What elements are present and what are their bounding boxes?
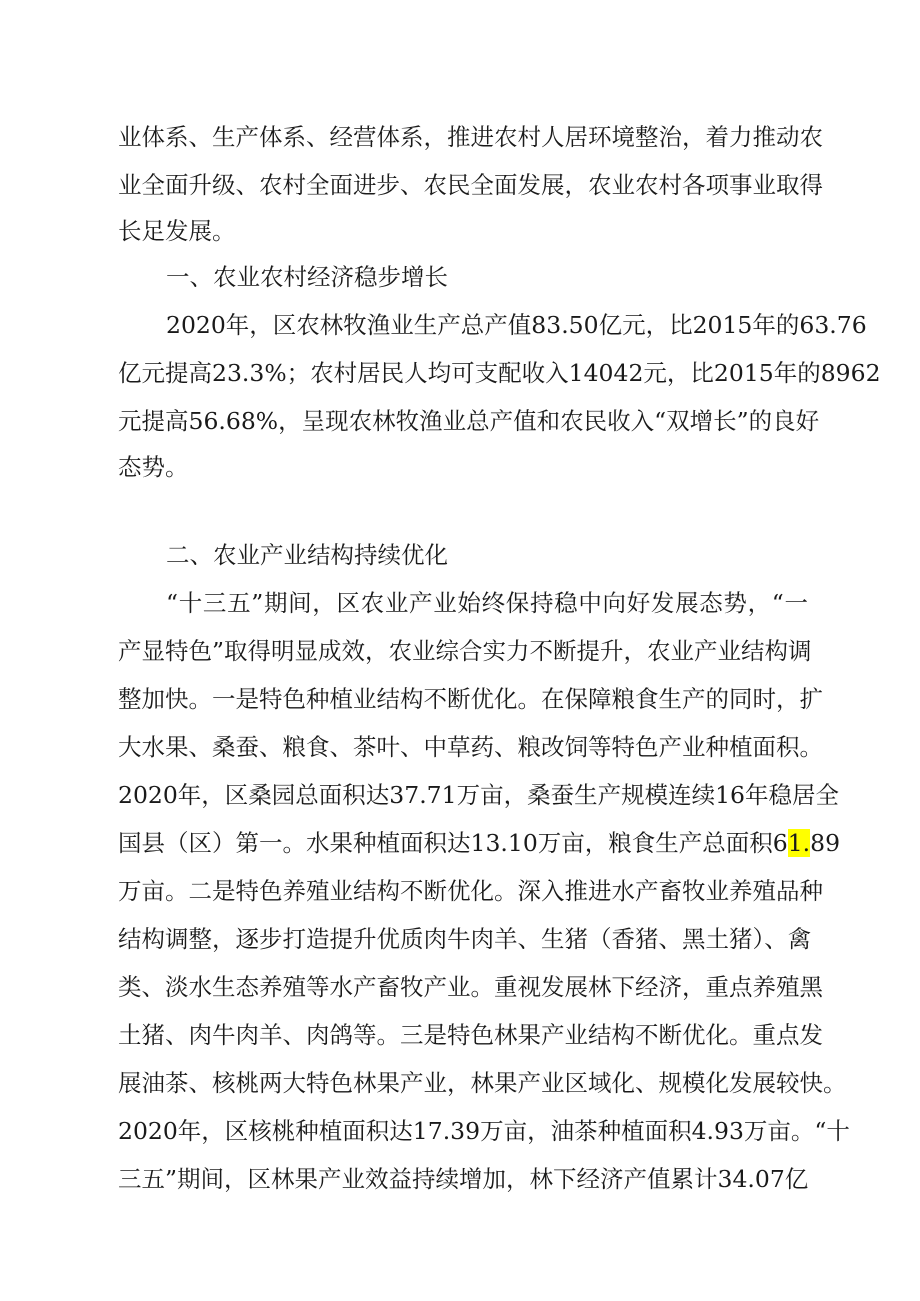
section-heading: 二、农业产业结构持续优化 [166, 541, 448, 569]
text-line: 结构调整，逐步打造提升优质肉牛肉羊、生猪（香猪、黑土猪）、禽 [118, 925, 812, 953]
text-line: 2020年，区核桃种植面积达17.39万亩，油茶种植面积4.93万亩。“十 [118, 1117, 850, 1145]
text-line: 类、淡水生态养殖等水产畜牧产业。重视发展林下经济，重点养殖黑 [118, 973, 823, 1001]
text-line: 2020年，区桑园总面积达37.71万亩，桑蚕生产规模连续16年稳居全 [118, 781, 839, 809]
text-line: 亿元提高23.3%；农村居民人均可支配收入14042元，比2015年的8962 [118, 359, 881, 387]
text-segment: 国县（区）第一。水果种植面积达13.10万亩，粮食生产总面积6 [118, 829, 788, 857]
text-line: 业体系、生产体系、经营体系，推进农村人居环境整治，着力推动农 [118, 123, 823, 151]
section-heading: 一、农业农村经济稳步增长 [166, 263, 448, 291]
text-line: 大水果、桑蚕、粮食、茶叶、中草药、粮改饲等特色产业种植面积。 [118, 733, 823, 761]
text-line: 展油茶、核桃两大特色林果产业，林果产业区域化、规模化发展较快。 [118, 1069, 847, 1097]
text-line: 整加快。一是特色种植业结构不断优化。在保障粮食生产的同时，扩 [118, 685, 823, 713]
text-segment: 89 [810, 829, 841, 857]
text-line: 土猪、肉牛肉羊、肉鸽等。三是特色林果产业结构不断优化。重点发 [118, 1021, 823, 1049]
highlighted-text: 1. [787, 829, 811, 857]
text-line: “十三五”期间，区农业产业始终保持稳中向好发展态势，“一 [166, 589, 808, 617]
text-line: 万亩。二是特色养殖业结构不断优化。深入推进水产畜牧业养殖品种 [118, 877, 823, 905]
text-line: 业全面升级、农村全面进步、农民全面发展，农业农村各项事业取得 [118, 171, 823, 199]
text-line: 三五”期间，区林果产业效益持续增加，林下经济产值累计34.07亿 [118, 1165, 809, 1193]
text-line: 2020年，区农林牧渔业生产总产值83.50亿元，比2015年的63.76 [166, 311, 867, 339]
text-line [118, 823, 841, 863]
text-line: 长足发展。 [118, 217, 236, 245]
text-line: 产显特色”取得明显成效，农业综合实力不断提升，农业产业结构调 [118, 637, 812, 665]
text-line: 态势。 [118, 453, 189, 481]
text-line: 元提高56.68%，呈现农林牧渔业总产值和农民收入“双增长”的良好 [118, 407, 820, 435]
